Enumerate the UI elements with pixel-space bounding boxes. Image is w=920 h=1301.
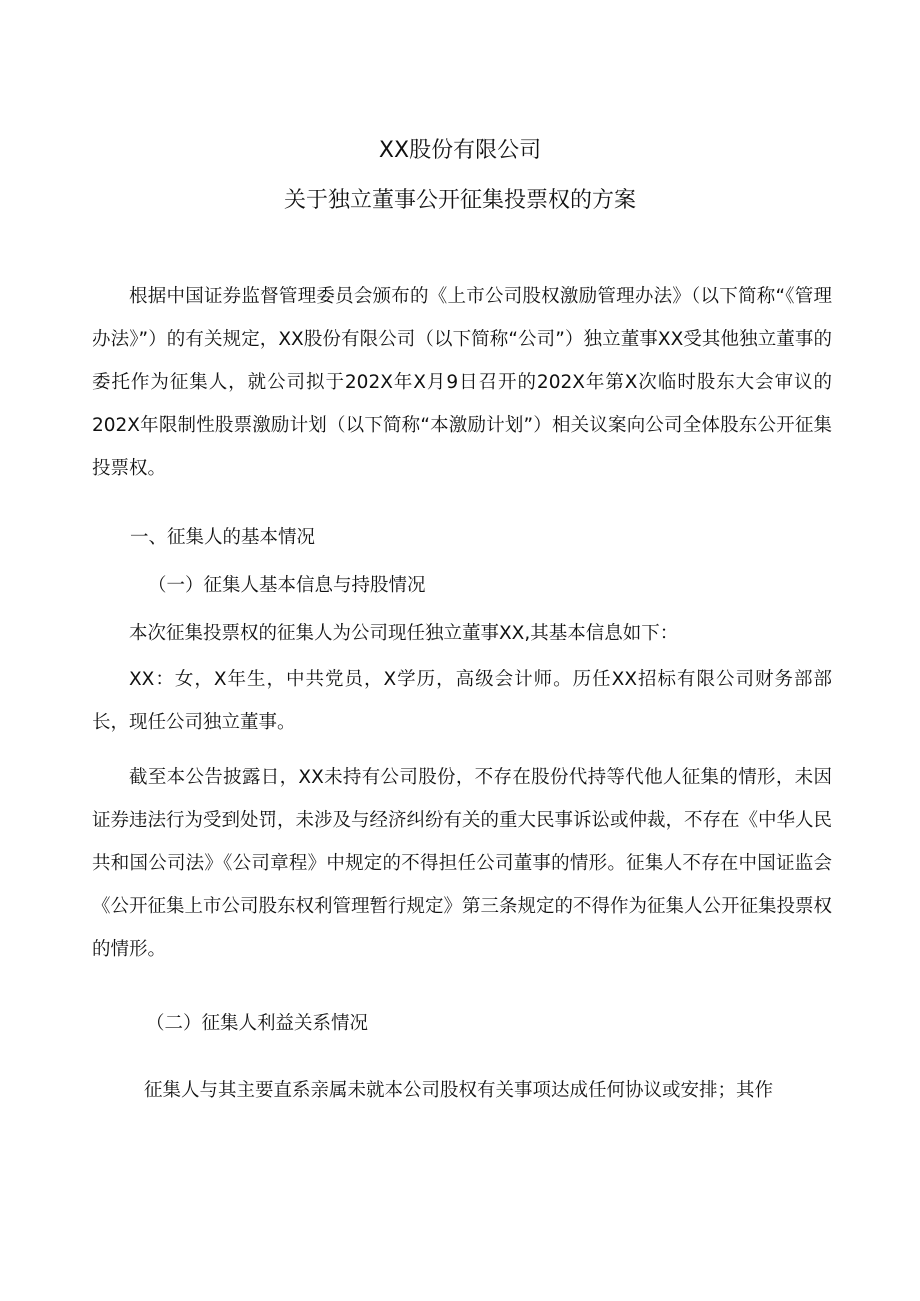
subsection-heading-interest: （二）征集人利益关系情况: [146, 1013, 369, 1034]
bio-paragraph: XX：女，X年生，中共党员，X学历，高级会计师。历任XX招标有限公司财务部部长，现任公司独立董事。: [92, 669, 832, 733]
interest-paragraph: 征集人与其主要直系亲属未就本公司股权有关事项达成任何协议或安排；其作: [144, 1080, 774, 1101]
intro-paragraph: 根据中国证券监督管理委员会颁布的《上市公司股权激励管理办法》（以下简称“《管理办法》”）的有关规定，XX股份有限公司（以下简称“公司”）独立董事XX受其他独立董事的委托作为征集人，就公司拟于202X年X月9日召开的202X年第X次临时股东大会审议的202X年限制性股票激励计划（以下简称“本激励计划”）相关议案向公司全体股东公开征集投票权。: [92, 286, 832, 479]
subsection-heading-basic-info: （一）征集人基本信息与持股情况: [148, 575, 426, 596]
status-paragraph: 截至本公告披露日，XX未持有公司股份，不存在股份代持等代他人征集的情形，未因证券违法行为受到处罚，未涉及与经济纠纷有关的重大民事诉讼或仲裁，不存在《中华人民共和国公司法》《公司章程》中规定的不得担任公司董事的情形。征集人不存在中国证监会《公开征集上市公司股东权利管理暂行规定》第三条规定的不得作为征集人公开征集投票权的情形。: [92, 767, 833, 960]
collector-paragraph: 本次征集投票权的征集人为公司现任独立董事XX,其基本信息如下：: [129, 623, 679, 644]
section-heading-collector-basics: 一、征集人的基本情况: [130, 527, 316, 548]
company-title: XX股份有限公司: [378, 138, 542, 163]
document-title: 关于独立董事公开征集投票权的方案: [283, 188, 636, 213]
